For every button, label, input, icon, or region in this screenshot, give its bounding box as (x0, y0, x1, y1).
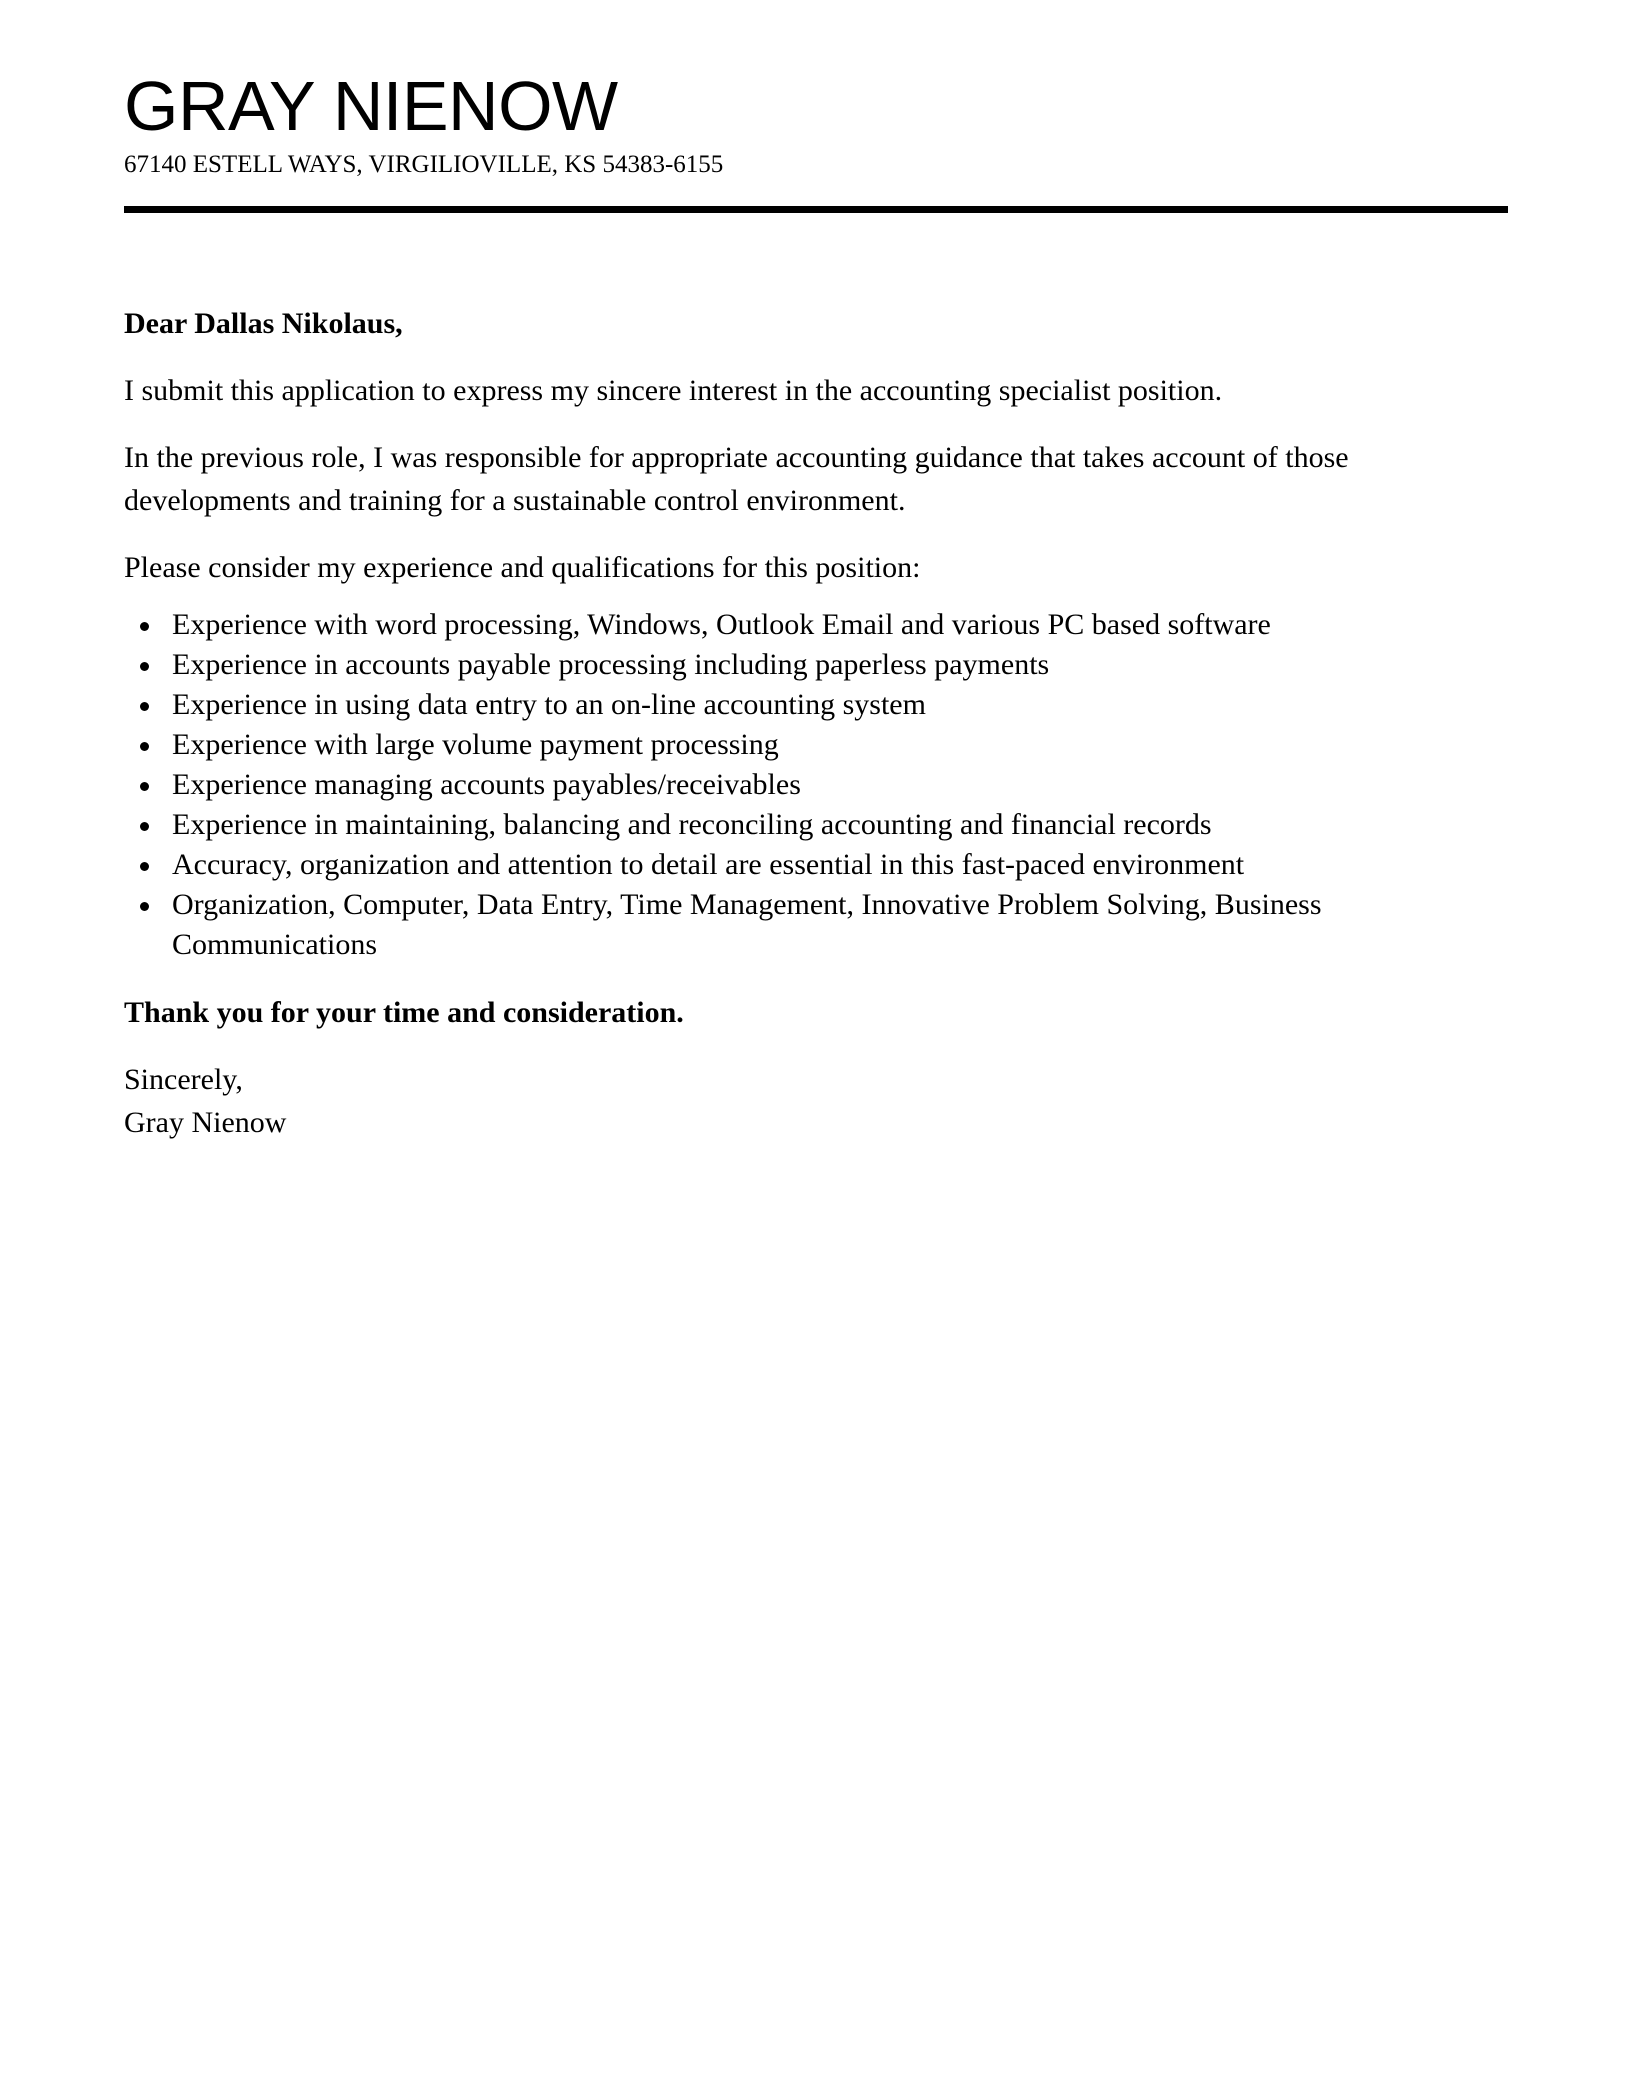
list-item-text: Accuracy, organization and attention to detail are essential in this fast-paced environment (172, 848, 1245, 881)
list-item (172, 765, 1508, 805)
letter-body (124, 302, 1508, 1168)
list-item-text: Experience in using data entry to an on-line accounting system (172, 688, 926, 721)
list-item-text: Experience in maintaining, balancing and reconciling accounting and financial records (172, 808, 1212, 841)
signoff: Sincerely, (124, 1063, 243, 1096)
header-divider (124, 206, 1508, 213)
signature-name: Gray Nienow (124, 1106, 287, 1139)
bullet-icon (140, 902, 149, 911)
bullet-icon (140, 662, 149, 671)
list-item (172, 805, 1508, 845)
applicant-address: 67140 ESTELL WAYS, VIRGILIOVILLE, KS 54383-6155 (124, 151, 724, 178)
salutation: Dear Dallas Nikolaus, (124, 307, 403, 340)
list-item-text: Experience with large volume payment processing (172, 728, 779, 761)
list-item (172, 645, 1508, 685)
bullet-icon (140, 822, 149, 831)
qualifications-intro: Please consider my experience and qualifications for this position: (124, 551, 921, 584)
closing-line: Thank you for your time and consideration. (124, 996, 684, 1029)
bullet-icon (140, 742, 149, 751)
list-item (172, 885, 1508, 965)
list-item (172, 725, 1508, 765)
list-item-text: Organization, Computer, Data Entry, Time Management, Innovative Problem Solving, Business Communications (172, 888, 1322, 961)
bullet-icon (140, 782, 149, 791)
bullet-icon (140, 622, 149, 631)
list-item-text: Experience with word processing, Windows, Outlook Email and various PC based software (172, 608, 1271, 641)
list-item (172, 685, 1508, 725)
intro-paragraph: I submit this application to express my sincere interest in the accounting specialist position. (124, 374, 1223, 407)
list-item (172, 605, 1508, 645)
applicant-name: GRAY NIENOW (124, 67, 618, 145)
experience-paragraph: In the previous role, I was responsible for appropriate accounting guidance that takes account of those developments and training for a sustainable control environment. (124, 441, 1349, 517)
bullet-icon (140, 862, 149, 871)
bullet-icon (140, 702, 149, 711)
list-item-text: Experience managing accounts payables/receivables (172, 768, 801, 801)
signoff-block (124, 1058, 1508, 1144)
list-item-text: Experience in accounts payable processing including paperless payments (172, 648, 1050, 681)
list-item (172, 845, 1508, 885)
qualifications-list (124, 605, 1508, 965)
